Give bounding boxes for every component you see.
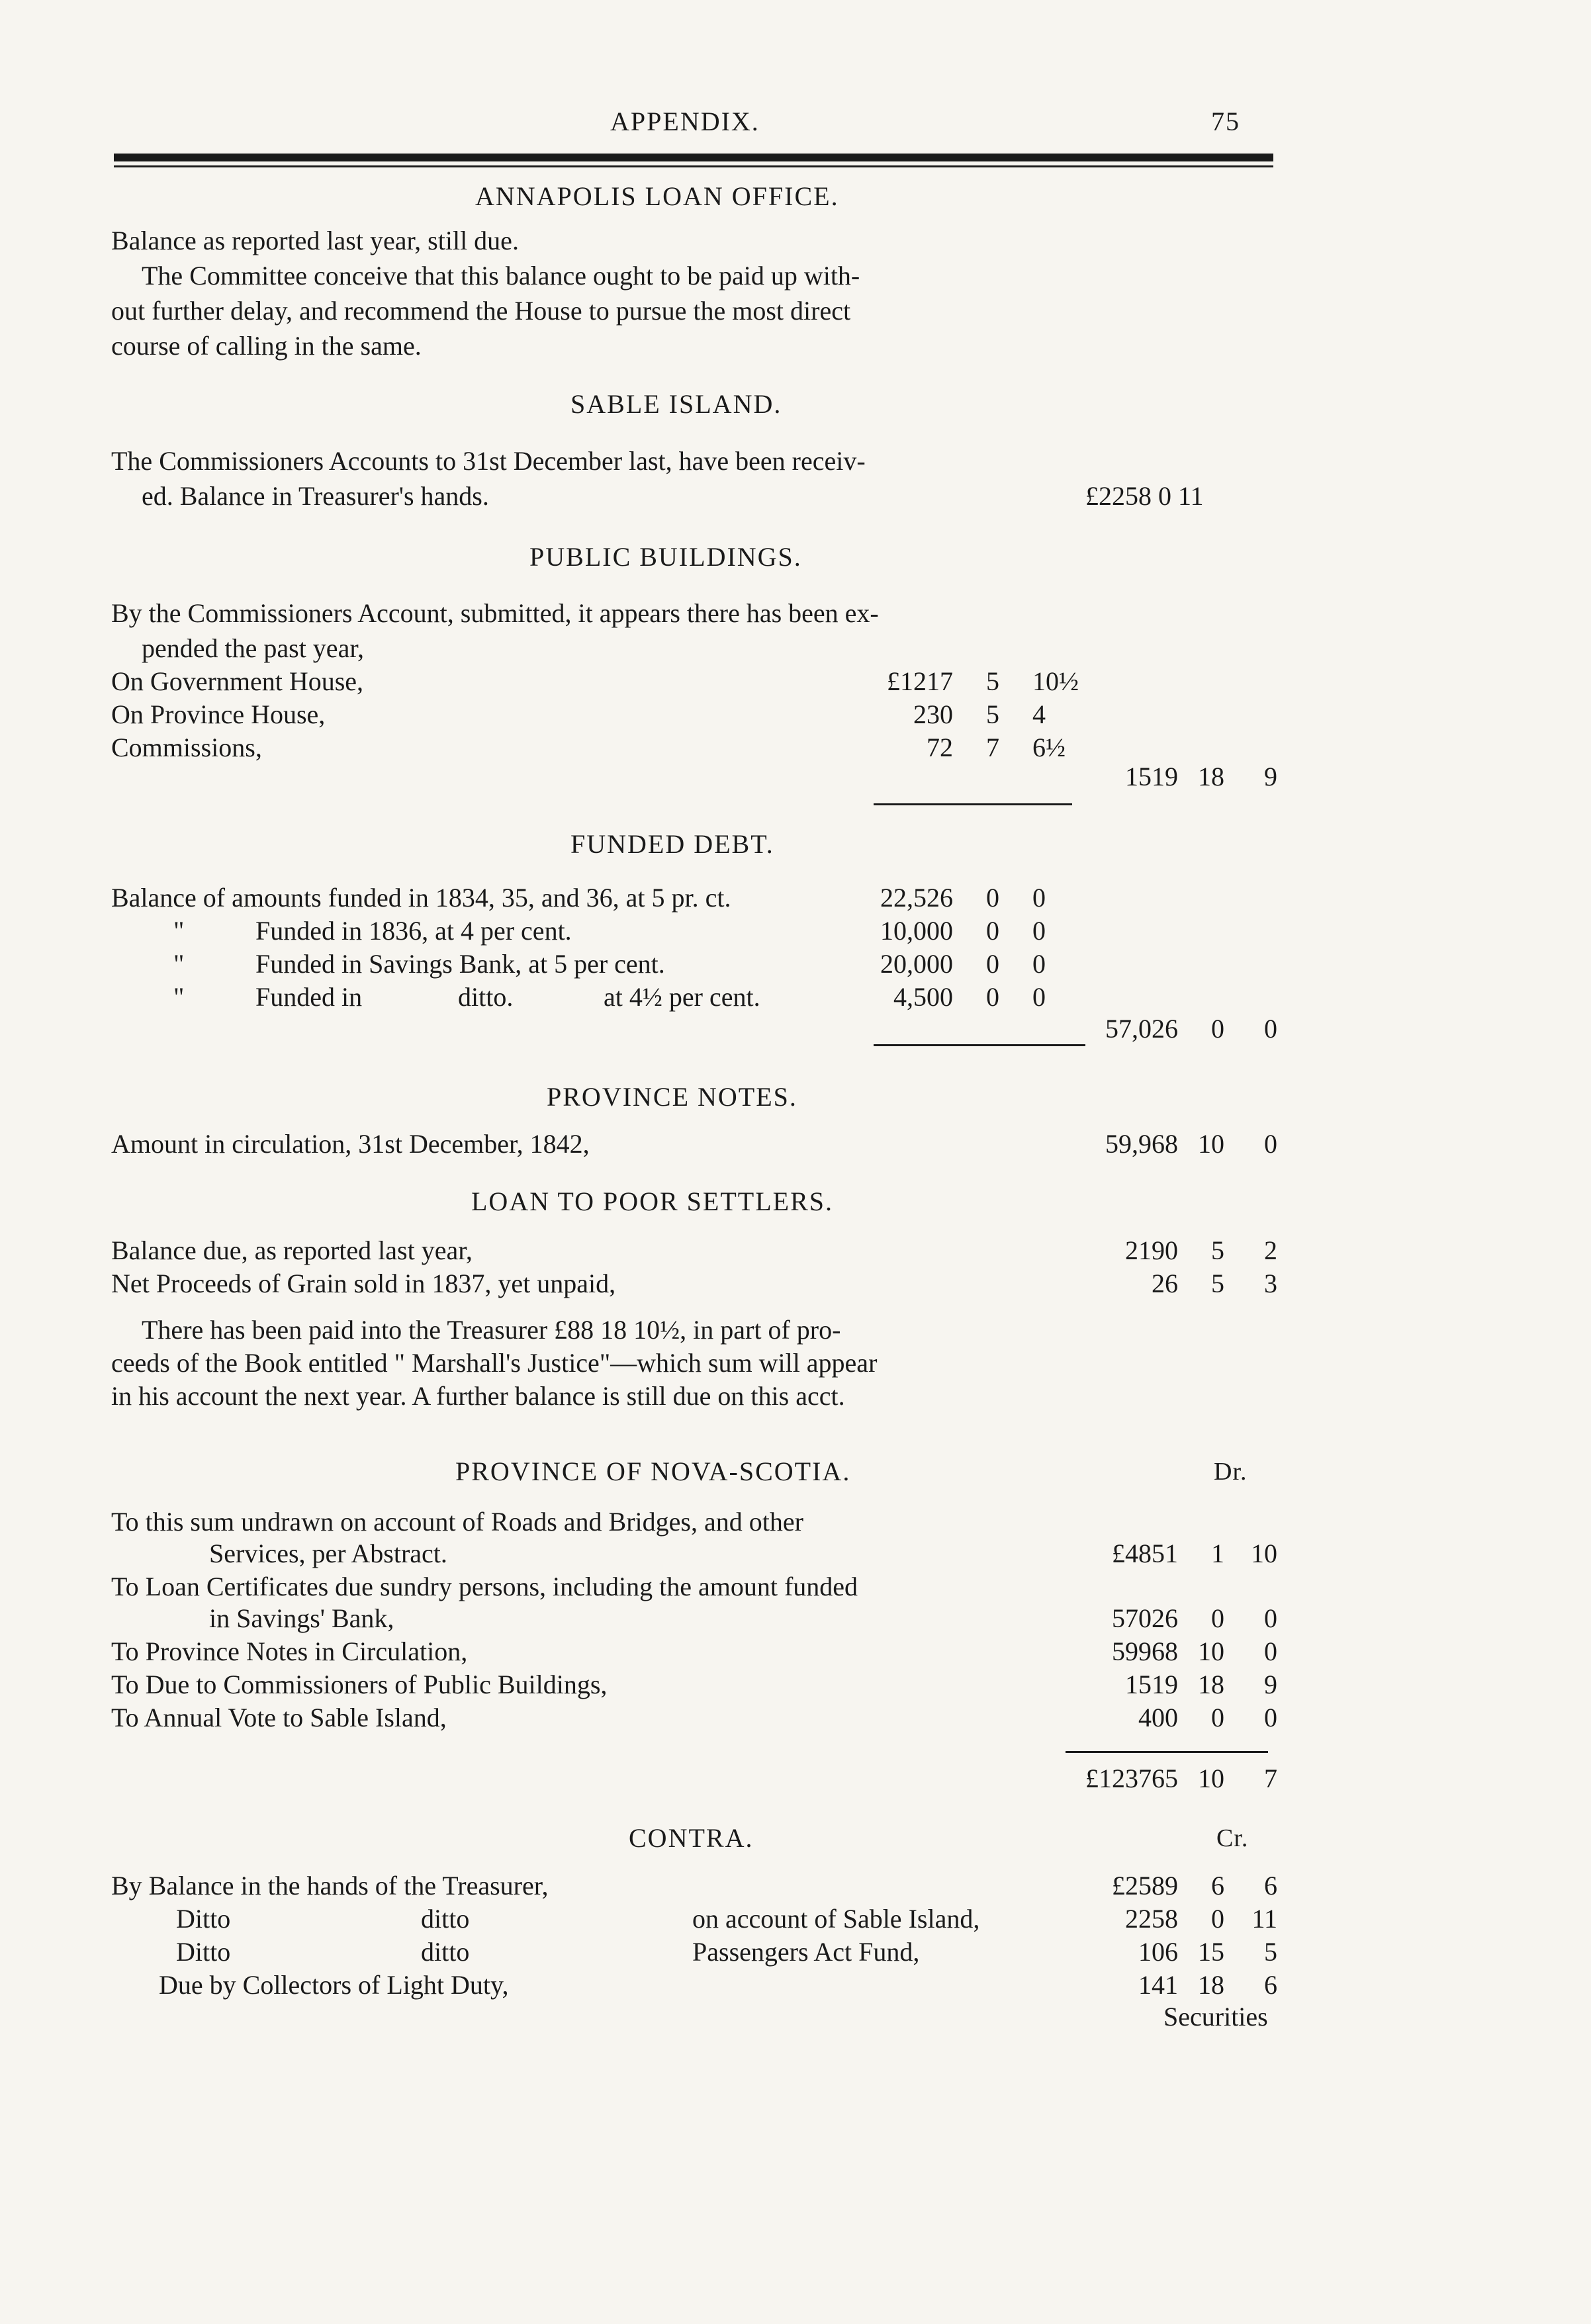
- contra-row-label: By Balance in the hands of the Treasurer,: [111, 1871, 549, 1900]
- nova-scotia-row-pounds: £4851: [1112, 1539, 1178, 1568]
- nova-scotia-row-pence: 0: [1264, 1636, 1277, 1666]
- contra-row-pounds: 106: [1138, 1937, 1178, 1967]
- nova-scotia-row-label: To Loan Certificates due sundry persons, including the amount funded: [111, 1572, 858, 1601]
- sable-line: ed. Balance in Treasurer's hands.: [142, 481, 489, 511]
- sable-amount: £2258 0 11: [1085, 481, 1204, 511]
- contra-row-ditto: ditto: [421, 1904, 470, 1934]
- nova-scotia-total-pence: 7: [1264, 1764, 1277, 1793]
- poor-settlers-row-label: Balance due, as reported last year,: [111, 1235, 473, 1265]
- annapolis-para-line: The Committee conceive that this balance ought to be paid up with-: [142, 261, 860, 290]
- funded-debt-row-pounds: 4,500: [893, 982, 953, 1012]
- province-notes-heading: PROVINCE NOTES.: [547, 1082, 797, 1112]
- province-notes-pence: 0: [1264, 1129, 1277, 1159]
- nova-scotia-row-label: To this sum undrawn on account of Roads and Bridges, and other: [111, 1507, 803, 1537]
- poor-settlers-row-shillings: 5: [1211, 1269, 1224, 1298]
- public-buildings-row-shillings: 7: [986, 733, 999, 762]
- contra-row-pence: 5: [1264, 1937, 1277, 1967]
- funded-debt-row-pence: 0: [1032, 949, 1046, 979]
- poor-settlers-row-pence: 2: [1264, 1235, 1277, 1265]
- public-buildings-total-shillings: 18: [1198, 762, 1224, 791]
- funded-debt-total-pounds: 57,026: [1105, 1014, 1178, 1044]
- credit-label: Cr.: [1216, 1824, 1249, 1852]
- sable-line: The Commissioners Accounts to 31st December last, have been receiv-: [111, 446, 866, 476]
- nova-scotia-total-shillings: 10: [1198, 1764, 1224, 1793]
- funded-debt-row-rate: at 4½ per cent.: [604, 982, 760, 1012]
- contra-row-ditto: ditto: [421, 1937, 470, 1967]
- nova-scotia-row-pence: 9: [1264, 1670, 1277, 1699]
- public-buildings-row-shillings: 5: [986, 699, 999, 729]
- contra-row-pounds: 141: [1138, 1970, 1178, 2000]
- public-buildings-row-pounds: 230: [913, 699, 953, 729]
- public-buildings-row-pounds: £1217: [887, 666, 953, 696]
- public-buildings-heading: PUBLIC BUILDINGS.: [529, 542, 802, 572]
- province-notes-shillings: 10: [1198, 1129, 1224, 1159]
- public-buildings-row-label: Commissions,: [111, 733, 262, 762]
- nova-scotia-row-pence: 0: [1264, 1603, 1277, 1633]
- funded-debt-row-shillings: 0: [986, 982, 999, 1012]
- nova-scotia-row-pounds: 400: [1138, 1703, 1178, 1732]
- nova-scotia-row-label: To Province Notes in Circulation,: [111, 1636, 468, 1666]
- public-buildings-row-pence: 4: [1032, 699, 1046, 729]
- nova-scotia-row-shillings: 1: [1211, 1539, 1224, 1568]
- funded-debt-row-pence: 0: [1032, 982, 1046, 1012]
- nova-scotia-row-label: To Annual Vote to Sable Island,: [111, 1703, 447, 1732]
- public-buildings-row-label: On Government House,: [111, 666, 364, 696]
- public-buildings-intro: pended the past year,: [142, 633, 365, 663]
- public-buildings-total-pounds: 1519: [1125, 762, 1178, 791]
- public-buildings-total-pence: 9: [1264, 762, 1277, 791]
- funded-debt-row-pounds: 22,526: [880, 883, 953, 913]
- annapolis-para-line: course of calling in the same.: [111, 331, 422, 361]
- contra-row-pence: 11: [1251, 1904, 1277, 1934]
- funded-debt-row-ditto: ditto.: [458, 982, 514, 1012]
- contra-row-pounds: £2589: [1112, 1871, 1178, 1900]
- contra-row-shillings: 6: [1211, 1871, 1224, 1900]
- running-head: APPENDIX.: [610, 107, 760, 136]
- funded-debt-row-shillings: 0: [986, 949, 999, 979]
- catchword: Securities: [1163, 2002, 1268, 2032]
- public-buildings-row-label: On Province House,: [111, 699, 326, 729]
- nova-scotia-row-pence: 10: [1251, 1539, 1277, 1568]
- funded-debt-total-pence: 0: [1264, 1014, 1277, 1044]
- funded-debt-row-shillings: 0: [986, 916, 999, 946]
- nova-scotia-row-shillings: 18: [1198, 1670, 1224, 1699]
- subtotal-rule: [874, 1044, 1085, 1046]
- contra-row-detail: on account of Sable Island,: [692, 1904, 980, 1934]
- funded-debt-row-pence: 0: [1032, 883, 1046, 913]
- funded-debt-row-pounds: 10,000: [880, 916, 953, 946]
- funded-debt-row-label: Balance of amounts funded in 1834, 35, and 36, at 5 pr. ct.: [111, 883, 731, 913]
- header-rule-thin: [114, 165, 1273, 167]
- funded-debt-row-shillings: 0: [986, 883, 999, 913]
- public-buildings-row-pounds: 72: [927, 733, 953, 762]
- contra-row-label: Due by Collectors of Light Duty,: [159, 1970, 509, 2000]
- nova-scotia-row-label-cont: Services, per Abstract.: [209, 1539, 447, 1568]
- contra-row-pence: 6: [1264, 1871, 1277, 1900]
- contra-row-pounds: 2258: [1125, 1904, 1178, 1934]
- province-notes-label: Amount in circulation, 31st December, 1842,: [111, 1129, 590, 1159]
- contra-row-shillings: 0: [1211, 1904, 1224, 1934]
- annapolis-para-line: out further delay, and recommend the House to pursue the most direct: [111, 296, 851, 326]
- funded-debt-row-pence: 0: [1032, 916, 1046, 946]
- poor-settlers-para-line: There has been paid into the Treasurer £88 18 10½, in part of pro-: [142, 1315, 841, 1345]
- poor-settlers-para-line: in his account the next year. A further balance is still due on this acct.: [111, 1381, 845, 1411]
- funded-debt-row-pounds: 20,000: [880, 949, 953, 979]
- public-buildings-intro: By the Commissioners Account, submitted, it appears there has been ex-: [111, 598, 879, 628]
- poor-settlers-row-pounds: 26: [1152, 1269, 1178, 1298]
- funded-debt-row-label: Funded in Savings Bank, at 5 per cent.: [255, 949, 665, 979]
- nova-scotia-row-pounds: 57026: [1112, 1603, 1178, 1633]
- sable-heading: SABLE ISLAND.: [570, 389, 782, 419]
- poor-settlers-row-shillings: 5: [1211, 1235, 1224, 1265]
- debit-label: Dr.: [1214, 1458, 1248, 1486]
- contra-row-pence: 6: [1264, 1970, 1277, 2000]
- nova-scotia-row-label: To Due to Commissioners of Public Buildings,: [111, 1670, 608, 1699]
- ditto-mark: ": [173, 916, 185, 946]
- funded-debt-row-label: Funded in: [255, 982, 363, 1012]
- nova-scotia-row-pounds: 59968: [1112, 1636, 1178, 1666]
- nova-scotia-row-shillings: 0: [1211, 1703, 1224, 1732]
- nova-scotia-total-pounds: £123765: [1085, 1764, 1178, 1793]
- public-buildings-row-pence: 10½: [1032, 666, 1079, 696]
- poor-settlers-row-pounds: 2190: [1125, 1235, 1178, 1265]
- annapolis-line: Balance as reported last year, still due.: [111, 226, 519, 255]
- header-rule-thick: [114, 154, 1273, 161]
- funded-debt-heading: FUNDED DEBT.: [570, 829, 774, 859]
- province-notes-pounds: 59,968: [1105, 1129, 1178, 1159]
- poor-settlers-row-label: Net Proceeds of Grain sold in 1837, yet unpaid,: [111, 1269, 616, 1298]
- funded-debt-total-shillings: 0: [1211, 1014, 1224, 1044]
- nova-scotia-row-shillings: 10: [1198, 1636, 1224, 1666]
- nova-scotia-heading: PROVINCE OF NOVA-SCOTIA.: [455, 1456, 851, 1486]
- poor-settlers-para-line: ceeds of the Book entitled " Marshall's Justice"—which sum will appear: [111, 1348, 878, 1378]
- poor-settlers-row-pence: 3: [1264, 1269, 1277, 1298]
- contra-row-label: Ditto: [176, 1937, 231, 1967]
- annapolis-heading: ANNAPOLIS LOAN OFFICE.: [475, 181, 839, 211]
- subtotal-rule: [874, 803, 1072, 805]
- public-buildings-row-pence: 6½: [1032, 733, 1066, 762]
- nova-scotia-row-shillings: 0: [1211, 1603, 1224, 1633]
- page-number: 75: [1211, 107, 1240, 136]
- public-buildings-row-shillings: 5: [986, 666, 999, 696]
- funded-debt-row-label: Funded in 1836, at 4 per cent.: [255, 916, 572, 946]
- total-rule: [1066, 1751, 1268, 1753]
- nova-scotia-row-pounds: 1519: [1125, 1670, 1178, 1699]
- nova-scotia-row-pence: 0: [1264, 1703, 1277, 1732]
- contra-row-shillings: 18: [1198, 1970, 1224, 2000]
- ditto-mark: ": [173, 982, 185, 1012]
- contra-row-label: Ditto: [176, 1904, 231, 1934]
- contra-row-detail: Passengers Act Fund,: [692, 1937, 920, 1967]
- ditto-mark: ": [173, 949, 185, 979]
- contra-row-shillings: 15: [1198, 1937, 1224, 1967]
- nova-scotia-row-label-cont: in Savings' Bank,: [209, 1603, 394, 1633]
- contra-heading: CONTRA.: [629, 1823, 754, 1853]
- poor-settlers-heading: LOAN TO POOR SETTLERS.: [471, 1186, 834, 1216]
